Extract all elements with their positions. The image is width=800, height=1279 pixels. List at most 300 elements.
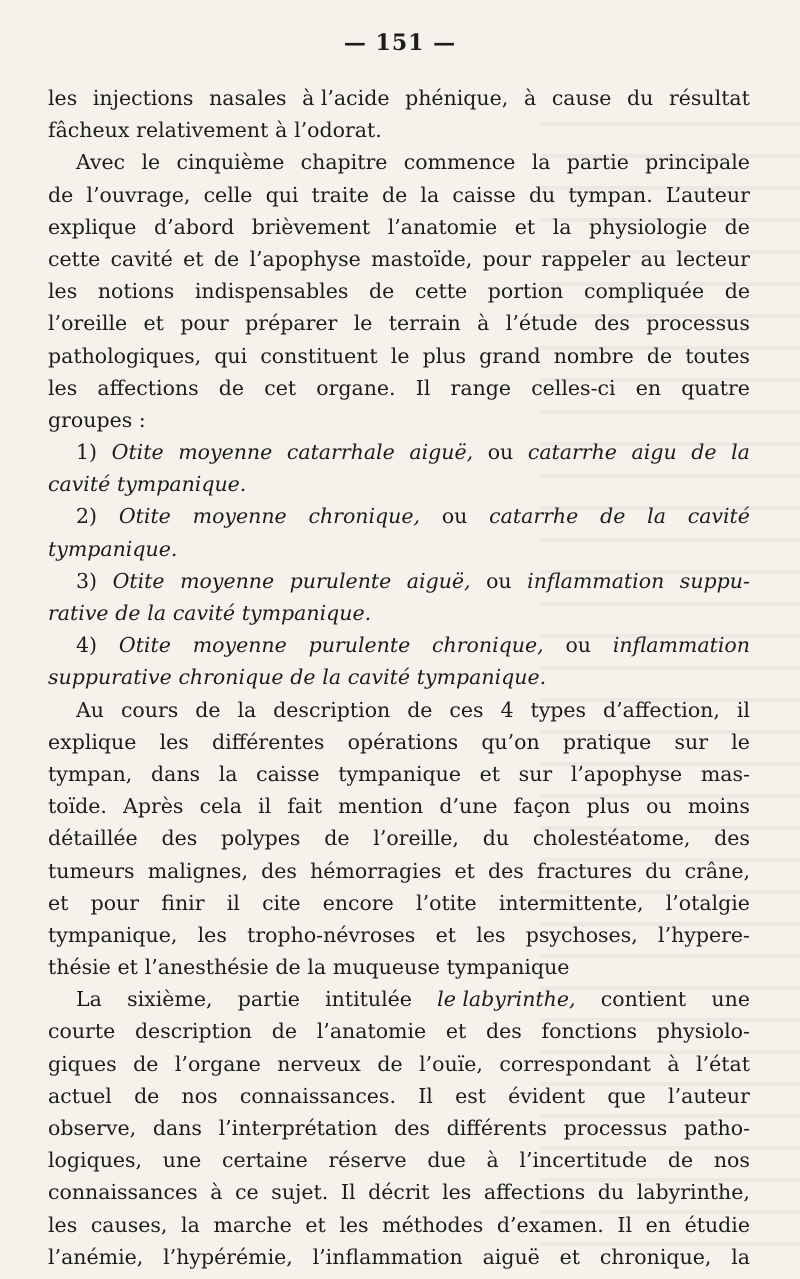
page-number: — 151 — (343, 30, 457, 56)
word: la (647, 504, 666, 529)
word: à (210, 1180, 223, 1205)
word: et (143, 311, 164, 336)
word: de (275, 955, 301, 980)
word: suppu- (679, 568, 750, 593)
word: des (486, 1019, 522, 1044)
word: la (322, 665, 342, 690)
word: et (117, 955, 138, 980)
text-line (48, 887, 750, 919)
word: 4) (76, 633, 98, 658)
word: fonctions (541, 1019, 638, 1044)
word: processus (563, 1116, 668, 1140)
word: courte (48, 1019, 116, 1044)
word: moyenne (192, 633, 287, 658)
word: de (646, 343, 673, 368)
word: différentes (212, 729, 325, 754)
word: L’auteur (665, 182, 750, 207)
word: l’incertitude (519, 1148, 648, 1173)
word: catarrhale (286, 440, 395, 465)
word: de (133, 1051, 159, 1076)
word: finir (161, 890, 205, 915)
word: cholestéatome, (532, 826, 691, 851)
word: chronique, (599, 1244, 712, 1269)
word: l’organe (174, 1051, 261, 1076)
word: suppurative (48, 665, 172, 690)
word: labyrinthe, (636, 1180, 750, 1205)
text-line (48, 179, 750, 211)
word: Au (76, 697, 105, 722)
word: de (381, 182, 408, 207)
word: mention (338, 794, 424, 819)
word: de (324, 826, 350, 851)
word: tympanique (338, 761, 462, 786)
text-line (48, 629, 750, 661)
word: polypes (221, 826, 301, 851)
word: 2) (76, 504, 98, 529)
word: organe. (316, 375, 396, 400)
word: actuel (48, 1083, 112, 1108)
word: décrit (368, 1180, 430, 1205)
word: Il (415, 375, 431, 400)
word: chronique, (308, 504, 421, 529)
word: causes, (90, 1212, 168, 1237)
word: giques (48, 1051, 117, 1076)
word: il (226, 890, 240, 915)
word: moins (687, 794, 750, 819)
word: les (48, 1212, 78, 1237)
text-line (48, 855, 750, 887)
word: ou (487, 440, 514, 465)
word: d’examen. (496, 1212, 604, 1237)
word: la (237, 697, 257, 722)
word: compliquée (583, 279, 705, 304)
word: rative (48, 601, 109, 625)
word: il (258, 794, 272, 819)
word: l’anatomie (316, 1019, 427, 1044)
word: le (141, 150, 161, 175)
word: qui (214, 343, 248, 368)
word: aiguë, (406, 568, 471, 593)
word: cite (262, 890, 301, 915)
word: à (486, 1148, 499, 1173)
word: la (181, 1212, 200, 1237)
word: du (627, 86, 654, 110)
word: de (724, 279, 750, 304)
word: et (559, 1244, 581, 1269)
word: des (161, 826, 198, 851)
word: plus (586, 794, 631, 819)
word: de (48, 182, 74, 207)
text-line (48, 822, 750, 854)
word: la (552, 214, 572, 239)
word: cavité (687, 504, 750, 529)
text-line (48, 436, 750, 468)
word: affections (97, 375, 199, 400)
text-line (48, 468, 750, 500)
word: quatre (681, 375, 750, 400)
word: moyenne (192, 504, 287, 529)
word: de (290, 665, 316, 690)
word: les (476, 922, 506, 947)
word: mas- (700, 761, 750, 786)
text-line (48, 1144, 750, 1176)
text-line (48, 919, 750, 951)
word: ces (449, 697, 484, 722)
word: tympanique, (48, 922, 178, 947)
word: correspondant (499, 1051, 651, 1076)
word: aiguë (482, 1244, 540, 1269)
word: fractures (536, 858, 632, 883)
word: différents (446, 1116, 547, 1140)
word: cette (414, 279, 468, 304)
word: pathologiques, (48, 343, 202, 368)
word: dans (152, 1116, 202, 1140)
word: il (736, 697, 750, 722)
word: pour (90, 890, 140, 915)
word: tympanique. (241, 601, 372, 625)
text-line (48, 82, 750, 114)
word: de (691, 440, 717, 465)
word: à (477, 311, 490, 336)
word: chapitre (300, 150, 388, 175)
word: Il (340, 1180, 356, 1205)
word: La (76, 987, 102, 1012)
text-line (48, 983, 750, 1015)
word: sur (674, 729, 709, 754)
text-line (48, 340, 750, 372)
word: description (134, 1019, 253, 1044)
word: due (427, 1148, 466, 1173)
word: mastoïde, (371, 246, 473, 271)
word: une (711, 987, 750, 1012)
word: aiguë, (409, 440, 474, 465)
word: cavité (110, 246, 173, 271)
word: d’abord (153, 214, 235, 239)
word: les (442, 1180, 472, 1205)
word: au (640, 246, 667, 271)
word: intermittente, (498, 890, 644, 915)
word: toïde. (48, 794, 107, 819)
word: cavité (172, 601, 236, 625)
word: pour (180, 311, 229, 336)
word: l’ouïe, (419, 1051, 483, 1076)
word: ou (565, 633, 591, 658)
word: tympanique (446, 955, 570, 980)
text-line (48, 597, 750, 629)
word: Il (418, 1083, 433, 1108)
word: tympanique. (116, 472, 247, 497)
word: explique (48, 214, 137, 239)
word: les (197, 922, 227, 947)
word: la (531, 150, 551, 175)
word: catarrhe (489, 504, 579, 529)
word: inflammation (612, 633, 750, 658)
text-line (48, 243, 750, 275)
word: préparer (245, 311, 338, 336)
word: l’otite (416, 890, 477, 915)
word: cette (48, 246, 101, 271)
word: 1) (76, 440, 98, 465)
word: notions (97, 279, 175, 304)
word: cours (120, 697, 179, 722)
word: sujet. (271, 1180, 329, 1205)
text-line (48, 307, 750, 339)
word: purulente (308, 633, 411, 658)
text-line (48, 1015, 750, 1047)
word: lecteur (676, 246, 750, 271)
word: tympanique. (416, 665, 547, 690)
word: de (667, 1148, 694, 1173)
word: l’anémie, (48, 1244, 144, 1269)
word: phénique, (405, 86, 509, 110)
word: et (305, 1212, 326, 1237)
text-line (48, 1112, 750, 1144)
word: 4 (500, 697, 514, 722)
text-line (48, 565, 750, 597)
word: moyenne (178, 440, 273, 465)
word: marche (213, 1212, 292, 1237)
text-line (48, 500, 750, 532)
text-line (48, 372, 750, 404)
word: dans (150, 761, 201, 786)
text-line (48, 275, 750, 307)
word: partie (566, 150, 629, 175)
word: celles-ci (531, 375, 616, 400)
word: sixième, (127, 987, 213, 1012)
text-line (48, 1176, 750, 1208)
word: types (530, 697, 587, 722)
word: réserve (328, 1148, 407, 1173)
word: rappeler (541, 246, 631, 271)
word: et (48, 890, 69, 915)
word: de (271, 1019, 298, 1044)
word: sur (518, 761, 553, 786)
word: principale (645, 150, 750, 175)
word: l’hypérémie, (163, 1244, 293, 1269)
word: des (261, 858, 297, 883)
word: encore (322, 890, 394, 915)
word: physiolo- (656, 1019, 750, 1044)
word: nombre (553, 343, 634, 368)
word: injections (92, 86, 194, 110)
word: pratique (562, 729, 652, 754)
word: Avec (76, 150, 126, 175)
word: de (195, 697, 221, 722)
word: observe, (48, 1116, 137, 1140)
word: qui (265, 182, 299, 207)
word: qu’on (481, 729, 540, 754)
word: chronique (178, 665, 284, 690)
word: tympanique. (48, 536, 178, 561)
text-line (48, 1048, 750, 1080)
word: évident (508, 1083, 586, 1108)
word: les (159, 729, 189, 754)
word: inflammation (527, 568, 665, 593)
word: des (488, 858, 524, 883)
word: groupes : (48, 407, 146, 432)
word: la (420, 182, 440, 207)
word: grand (479, 343, 541, 368)
word: la (731, 440, 750, 465)
word: du (528, 182, 556, 207)
word: indispensables (194, 279, 349, 304)
word: cela (199, 794, 242, 819)
word: ce (235, 1180, 259, 1205)
word: catarrhe (527, 440, 617, 465)
word: psychoses, (525, 922, 638, 947)
body-text (48, 82, 750, 1273)
word: purulente (289, 568, 392, 593)
word: fait (287, 794, 322, 819)
word: la (307, 955, 327, 980)
text-line (48, 790, 750, 822)
word: l’anatomie (387, 214, 498, 239)
word: les (48, 279, 78, 304)
word: l’interprétation (218, 1116, 378, 1140)
text-line (48, 114, 750, 146)
word: détaillée (48, 826, 138, 851)
word: muqueuse (332, 955, 440, 980)
word: du (482, 826, 510, 851)
text-line (48, 758, 750, 790)
word: et (479, 761, 501, 786)
word: l’otalgie (665, 890, 750, 915)
word: cet (264, 375, 297, 400)
word: Il (617, 1212, 633, 1237)
word: constituent (260, 343, 378, 368)
word: résultat (668, 86, 750, 110)
word: façon (513, 794, 571, 819)
word: cavité (347, 665, 411, 690)
word: nos (181, 1083, 218, 1108)
word: crâne, (684, 858, 750, 883)
word: thésie (48, 955, 111, 980)
text-line (48, 533, 750, 565)
word: des (714, 826, 750, 851)
word: de (407, 697, 433, 722)
word: à (667, 1051, 680, 1076)
text-line (48, 1241, 750, 1273)
word: l’apophyse (570, 761, 683, 786)
word: de (600, 504, 626, 529)
word: une (162, 1148, 202, 1173)
word: Otite (112, 568, 165, 593)
text-line (48, 726, 750, 758)
word: malignes, (147, 858, 248, 883)
word: méthodes (382, 1212, 484, 1237)
text-line (48, 211, 750, 243)
word: patho- (683, 1116, 750, 1140)
word: à (523, 86, 537, 110)
word: moyenne (180, 568, 275, 593)
word: 3) (76, 568, 98, 593)
word: certaine (222, 1148, 308, 1173)
word: connaissances (48, 1180, 198, 1205)
word: l’anesthésie (144, 955, 269, 980)
word: et (435, 922, 456, 947)
word: ou (441, 504, 468, 529)
word: description (273, 697, 391, 722)
word: Otite (118, 504, 171, 529)
word: portion (487, 279, 564, 304)
word: l’hypere- (658, 922, 750, 947)
word: l’état (696, 1051, 750, 1076)
word: explique (48, 729, 137, 754)
word: opérations (347, 729, 459, 754)
word: pour (482, 246, 532, 271)
word: connaissances. (239, 1083, 396, 1108)
word: l’oreille, (373, 826, 459, 851)
word: contient (600, 987, 687, 1012)
word: plus (422, 343, 466, 368)
word: physiologie (589, 214, 708, 239)
text-line (48, 1209, 750, 1241)
word: tympan, (48, 761, 133, 786)
word: l’oreille (48, 311, 128, 336)
word: traite (311, 182, 369, 207)
word: chronique, (432, 633, 544, 658)
word: tropho-névroses (247, 922, 416, 947)
word: commence (403, 150, 516, 175)
word: l’étude (505, 311, 578, 336)
text-line (48, 404, 750, 436)
word: les (48, 86, 78, 110)
word: de (134, 1083, 160, 1108)
word: et (445, 1019, 467, 1044)
word: caisse (256, 761, 320, 786)
word: en (645, 1212, 671, 1237)
text-line (48, 1080, 750, 1112)
word: hémorragies (310, 858, 442, 883)
word: de (724, 214, 750, 239)
word: et (454, 858, 475, 883)
word: Otite (111, 440, 164, 465)
word: de (377, 1051, 403, 1076)
word: des (594, 311, 630, 336)
word: tumeurs (48, 858, 135, 883)
word: Après (123, 794, 184, 819)
word: range (450, 375, 512, 400)
word: à (275, 118, 288, 143)
word: en (635, 375, 662, 400)
word: l’odorat. (294, 118, 382, 143)
word: étudie (684, 1212, 750, 1237)
word: terrain (388, 311, 461, 336)
word: logiques, (48, 1148, 143, 1173)
word: toutes (685, 343, 750, 368)
text-line (48, 146, 750, 178)
word: ou (646, 794, 672, 819)
word: les (48, 375, 78, 400)
word: et (183, 246, 204, 271)
word: de (213, 246, 240, 271)
word: à l’acide (302, 86, 390, 110)
word: l’apophyse (249, 246, 361, 271)
word: nos (713, 1148, 750, 1173)
word: tympan. (568, 182, 653, 207)
word: caisse (452, 182, 516, 207)
word: affections (483, 1180, 586, 1205)
text-line (48, 694, 750, 726)
word: l’ouvrage, (86, 182, 191, 207)
word: de (115, 601, 141, 625)
word: et (514, 214, 536, 239)
word: relativement (136, 118, 269, 143)
word: nasales (209, 86, 287, 110)
word: que (607, 1083, 646, 1108)
word: nerveux (277, 1051, 361, 1076)
word: le (353, 311, 373, 336)
